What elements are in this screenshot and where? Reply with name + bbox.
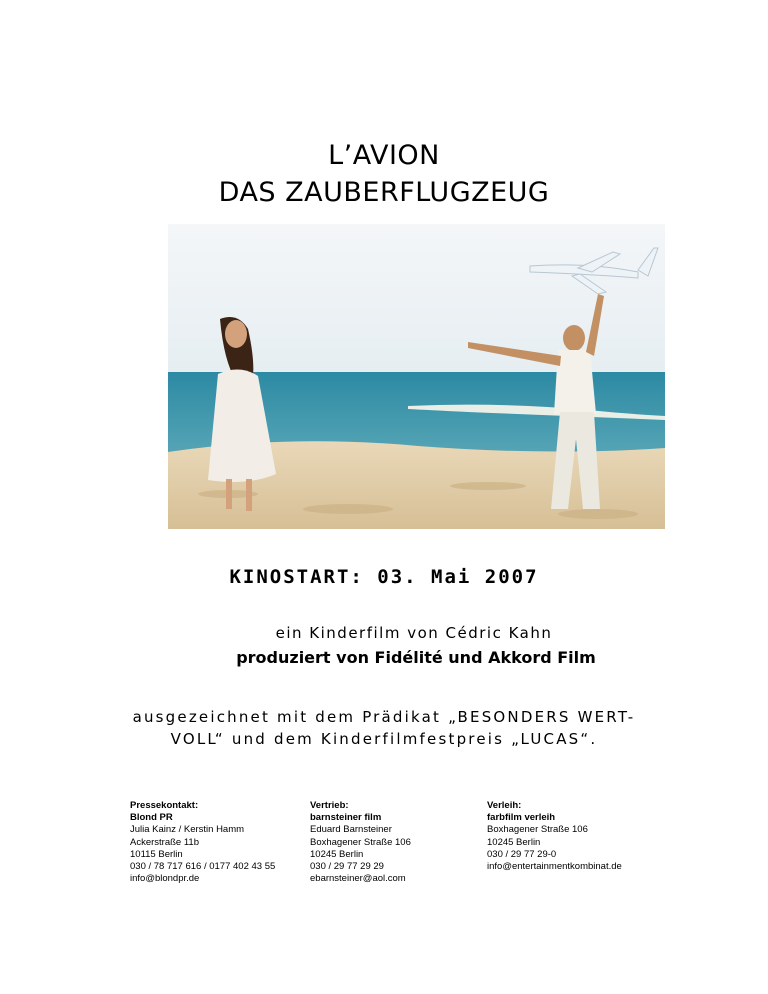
award-text (100, 706, 668, 750)
title-line-1: L’AVION (328, 140, 440, 171)
sales-contact-phone: 030 / 29 77 29 29 (310, 861, 384, 873)
distribution-contact-email[interactable]: info@entertainmentkombinat.de (487, 861, 622, 873)
sales-contact-email[interactable]: ebarnsteiner@aol.com (310, 873, 406, 885)
title-line-2: DAS ZAUBERFLUGZEUG (218, 177, 550, 208)
distribution-contact-company: farbfilm verleih (487, 812, 556, 824)
press-contact-phone: 030 / 78 717 616 / 0177 402 43 55 (130, 861, 276, 873)
award-line-2: VOLL“ und dem Kinderfilmfestpreis „LUCAS“. (170, 730, 598, 748)
sales-contact-label: Vertrieb: (310, 800, 349, 811)
sales-contact-name: Eduard Barnsteiner (310, 824, 392, 836)
press-contact (130, 800, 275, 885)
press-contact-email[interactable]: info@blondpr.de (130, 873, 200, 885)
release-date: KINOSTART: 03. Mai 2007 (229, 566, 539, 588)
sales-contact-city: 10245 Berlin (310, 848, 364, 860)
distribution-contact (487, 800, 622, 873)
director-byline: ein Kinderfilm von Cédric Kahn (275, 624, 553, 642)
distribution-contact-label: Verleih: (487, 800, 522, 811)
press-contact-label: Pressekontakt: (130, 800, 199, 811)
film-still-photo (168, 224, 665, 529)
distribution-contact-city: 10245 Berlin (487, 836, 541, 848)
sales-contact (310, 800, 411, 885)
distribution-contact-street: Boxhagener Straße 106 (487, 824, 588, 836)
sales-contact-street: Boxhagener Straße 106 (310, 836, 411, 848)
distribution-contact-phone: 030 / 29 77 29-0 (487, 848, 557, 860)
sales-contact-company: barnsteiner film (310, 812, 382, 824)
press-contact-city: 10115 Berlin (130, 848, 183, 860)
press-contact-street: Ackerstraße 11b (130, 836, 199, 848)
award-line-1: ausgezeichnet mit dem Prädikat „BESONDERS WERT- (132, 708, 636, 726)
press-contact-company: Blond PR (130, 812, 173, 824)
press-contact-names: Julia Kainz / Kerstin Hamm (130, 824, 245, 836)
producers-line: produziert von Fidélité und Akkord Film (236, 648, 596, 667)
